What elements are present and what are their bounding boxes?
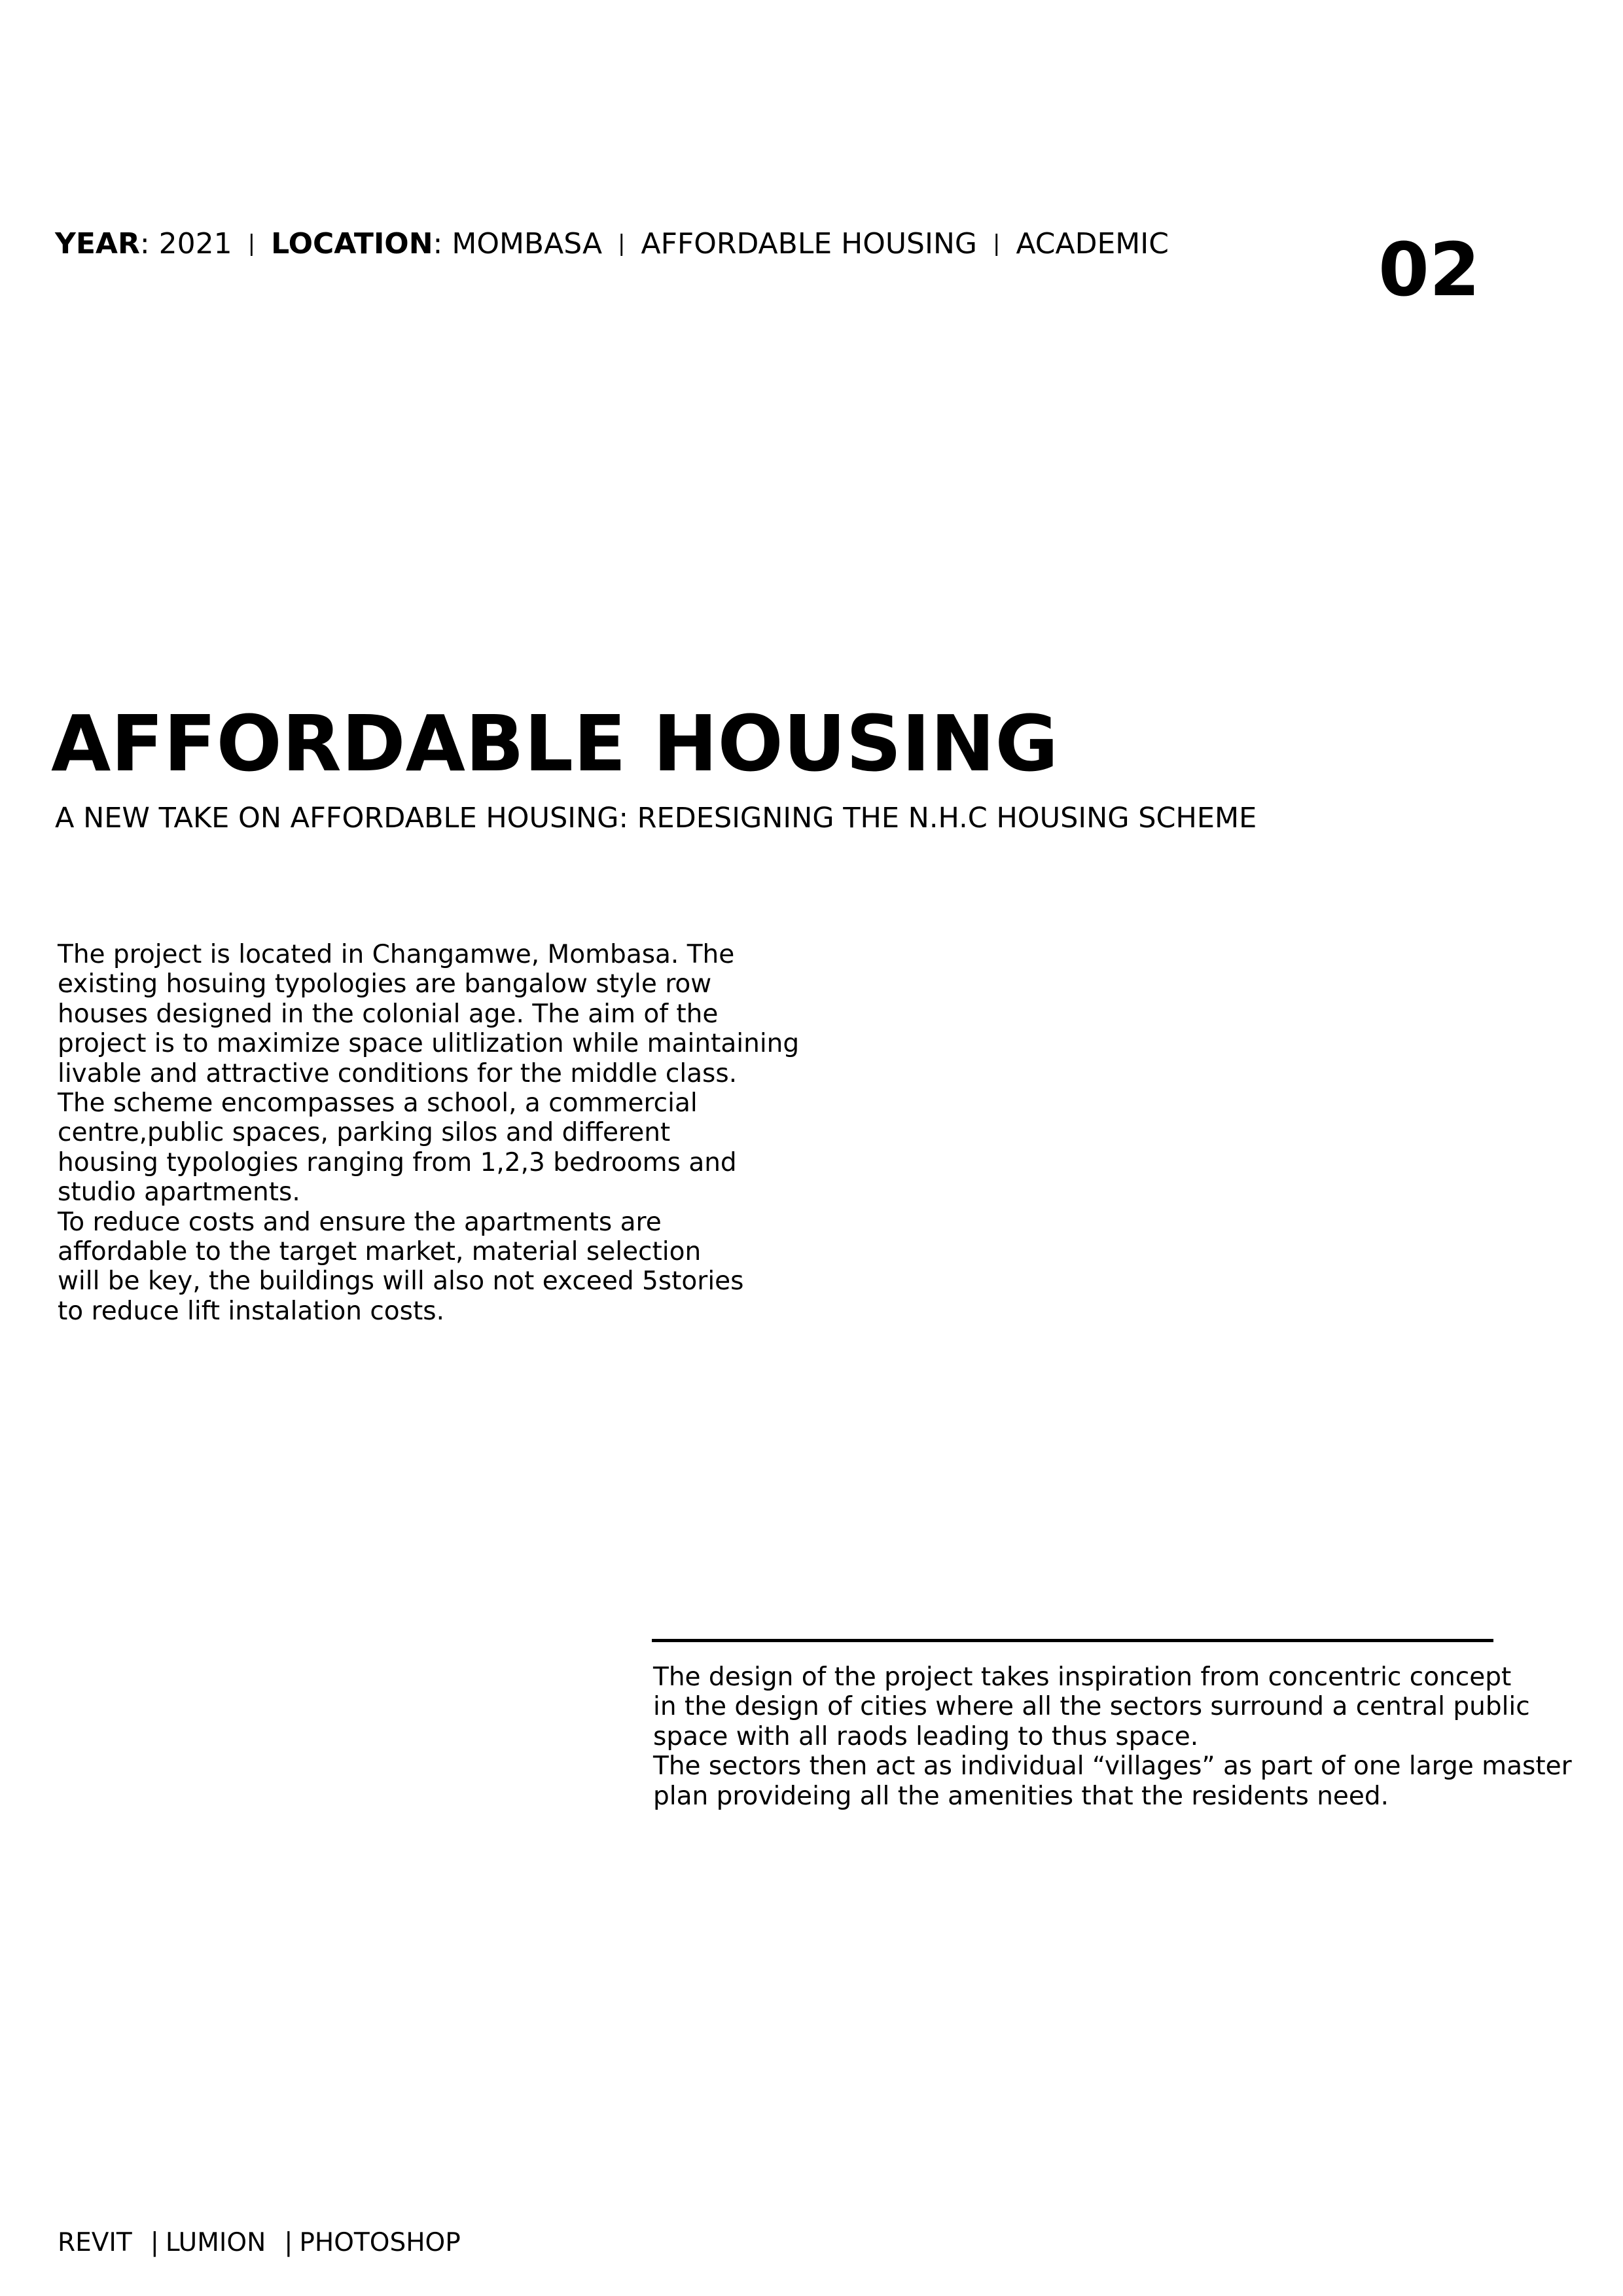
meta-separator: | <box>992 230 1001 257</box>
year-value: : 2021 <box>139 227 232 260</box>
project-meta-line <box>55 225 1169 262</box>
meta-separator: | <box>618 230 626 257</box>
type-text: ACADEMIC <box>1016 227 1169 260</box>
meta-separator: | <box>247 230 256 257</box>
project-description: The project is located in Changamwe, Mombasa. The existing hosuing typologies are bangalow style row houses designed in the colonial age. The aim of the project is to maximize space ulitlization while maintaining livable and attractive conditions for the middle class. The scheme encompasses a school, a commercial centre,public spaces, parking silos and different housing typologies ranging from 1,2,3 bedrooms and studio apartments. To reduce costs and ensure the apartments are affordable to the target market, material selection will be key, the buildings will also not exceed 5stories to reduce lift instalation costs. <box>58 940 800 1326</box>
location-label: LOCATION <box>271 227 433 260</box>
software-separator: | <box>150 2228 159 2257</box>
software-list <box>58 2227 461 2259</box>
page-title: AFFORDABLE HOUSING <box>51 698 1059 789</box>
location-value: : MOMBASA <box>433 227 603 260</box>
category-text: AFFORDABLE HOUSING <box>641 227 977 260</box>
page-subtitle: A NEW TAKE ON AFFORDABLE HOUSING: REDESIGNING THE N.H.C HOUSING SCHEME <box>55 802 1257 834</box>
software-item-revit: REVIT <box>58 2228 132 2257</box>
year-label: YEAR <box>55 227 140 260</box>
page-number: 02 <box>1378 228 1480 313</box>
section-divider <box>652 1639 1493 1642</box>
concept-description: The design of the project takes inspiration from concentric concept in the design of cities where all the sectors surround a central public space with all raods leading to thus space. The sectors then act as individual “villages” as part of one large master plan provideing all the amenities that the residents need. <box>653 1662 1572 1811</box>
software-separator: | <box>284 2228 293 2257</box>
software-item-lumion: LUMION <box>165 2228 266 2257</box>
software-item-photoshop: PHOTOSHOP <box>299 2228 461 2257</box>
